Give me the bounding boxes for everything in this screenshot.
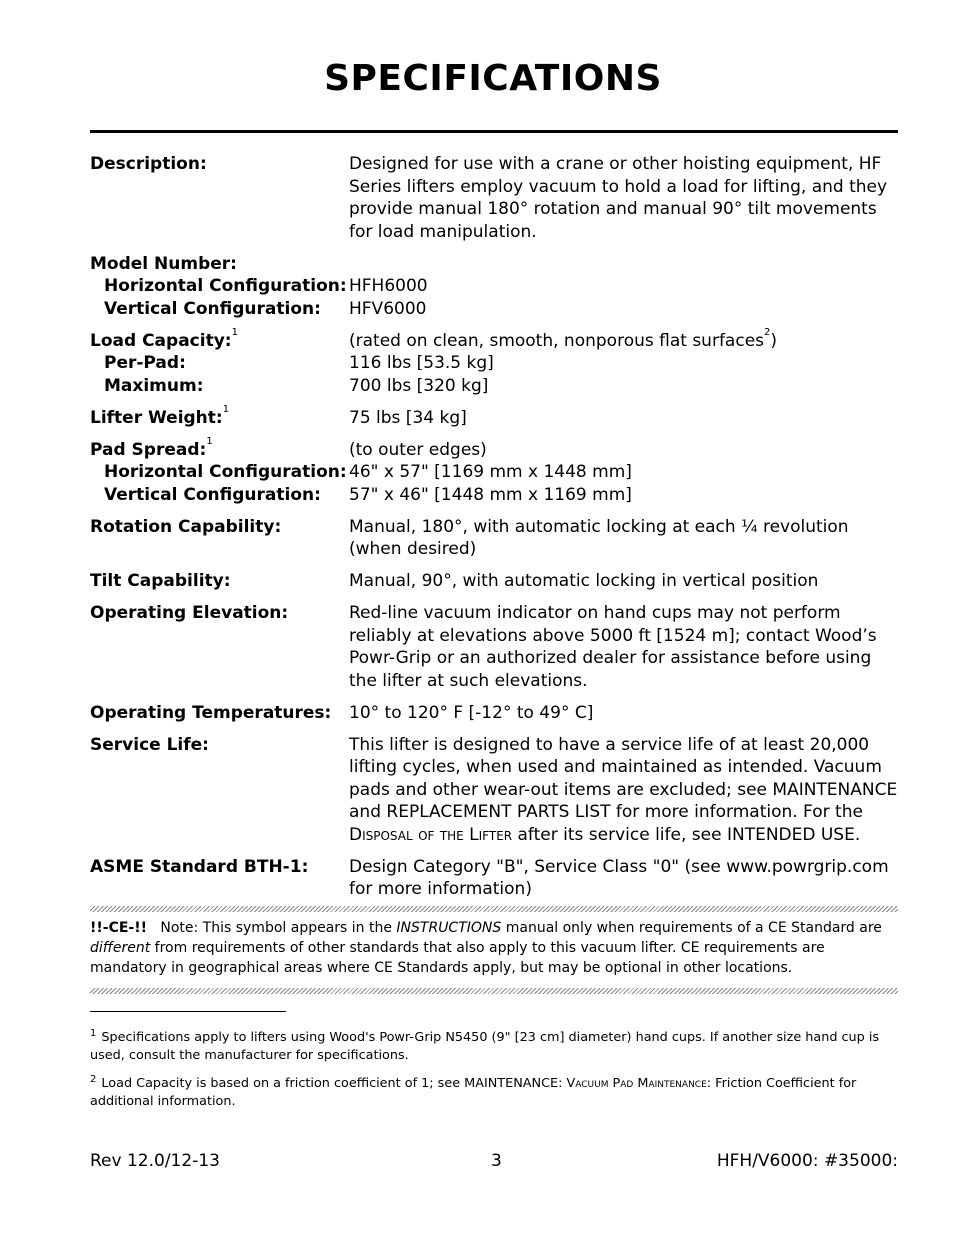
ce-border-top bbox=[90, 906, 898, 912]
per-pad-value: 116 lbs [53.5 kg] bbox=[349, 353, 494, 373]
page-title: SPECIFICATIONS bbox=[324, 58, 662, 99]
ce-mark: !!-CE-!! bbox=[90, 920, 147, 936]
model-vertical-value: HFV6000 bbox=[349, 298, 427, 319]
tilt-value: Manual, 90°, with automatic locking in vertical position bbox=[349, 571, 819, 591]
lifter-weight-value: 75 lbs [34 kg] bbox=[349, 407, 467, 428]
ce-note-instructions: INSTRUCTIONS bbox=[396, 920, 502, 936]
rotation-label: Rotation Capability: bbox=[90, 516, 282, 537]
asme-label: ASME Standard BTH-1: bbox=[90, 856, 309, 877]
description-value: Designed for use with a crane or other hoisting equipment, HF Series lifters employ vacuum to hold a load for lifting, and they provide manual 180° rotation and manual 90° tilt movements for load manipulation. bbox=[349, 154, 888, 242]
spec-row-pad-spread bbox=[90, 435, 898, 507]
spec-row-asme bbox=[90, 856, 898, 901]
pad-spread-note: (to outer edges) bbox=[349, 439, 487, 460]
load-capacity-note bbox=[349, 326, 898, 353]
footnote-ref: 1 bbox=[222, 403, 230, 415]
pad-horizontal-label: Horizontal Configuration: bbox=[104, 462, 347, 482]
load-capacity-note-text: (rated on clean, smooth, nonporous flat surfaces bbox=[349, 330, 765, 351]
model-horizontal-label: Horizontal Configuration: bbox=[104, 276, 347, 296]
load-capacity-labels bbox=[90, 326, 349, 398]
load-capacity-label: Load Capacity: bbox=[90, 330, 232, 351]
spec-row-lifter-weight bbox=[90, 403, 898, 430]
tilt-label: Tilt Capability: bbox=[90, 571, 231, 591]
specifications-table bbox=[90, 153, 898, 910]
ce-note bbox=[90, 918, 902, 978]
ce-note-text-3: from requirements of other standards that also apply to this vacuum lifter. CE requirements are mandatory in geographical areas where CE Standards apply, but may be optional in other locations. bbox=[90, 940, 825, 976]
spec-row-rotation bbox=[90, 516, 898, 561]
ce-note-different: different bbox=[90, 940, 151, 956]
footnote-ref: 1 bbox=[206, 435, 213, 447]
footnote-2-section-ref: Vacuum Pad Maintenance bbox=[566, 1076, 707, 1091]
footnote-2-number: 2 bbox=[90, 1074, 97, 1085]
asme-value: Design Category "B", Service Class "0" (see www.powrgrip.com for more information) bbox=[349, 856, 889, 899]
pad-horizontal-value: 46" x 57" [1169 mm x 1448 mm] bbox=[349, 462, 632, 482]
lifter-weight-label-cell bbox=[90, 403, 349, 430]
lifter-weight-label: Lifter Weight: bbox=[90, 407, 223, 428]
model-number-labels bbox=[90, 253, 349, 321]
service-life-value bbox=[349, 734, 898, 847]
footnote-ref: 1 bbox=[231, 326, 238, 338]
footnote-2-text: Load Capacity is based on a friction coefficient of 1; see MAINTENANCE: bbox=[101, 1076, 567, 1091]
rotation-value: Manual, 180°, with automatic locking at each ¼ revolution (when desired) bbox=[349, 516, 849, 559]
elevation-label: Operating Elevation: bbox=[90, 603, 289, 623]
description-label: Description: bbox=[90, 154, 207, 174]
document-id: HFH/V6000: #35000: bbox=[716, 1151, 898, 1171]
maximum-label: Maximum: bbox=[104, 375, 204, 396]
ce-note-text: Note: This symbol appears in the bbox=[160, 920, 397, 936]
model-number-label: Model Number: bbox=[90, 253, 237, 274]
temperatures-value: 10° to 120° F [-12° to 49° C] bbox=[349, 702, 594, 723]
footnote-1 bbox=[90, 1029, 900, 1065]
footnote-2 bbox=[90, 1075, 900, 1111]
service-life-disposal-ref: Disposal of the Lifter bbox=[349, 824, 513, 845]
pad-vertical-value: 57" x 46" [1448 mm x 1169 mm] bbox=[349, 484, 632, 505]
spec-row-model-number bbox=[90, 253, 898, 321]
load-capacity-note-close: ) bbox=[770, 330, 778, 351]
spec-row-load-capacity bbox=[90, 326, 898, 398]
pad-vertical-label: Vertical Configuration: bbox=[104, 484, 321, 505]
pad-spread-values bbox=[349, 439, 898, 507]
spec-row-temperatures bbox=[90, 702, 898, 725]
footnote-ref: 2 bbox=[764, 326, 771, 338]
spec-row-tilt bbox=[90, 570, 898, 593]
footnote-2-text-end: : Friction Coefficient for additional information. bbox=[90, 1076, 857, 1109]
ce-border-bottom bbox=[90, 988, 898, 994]
pad-spread-labels bbox=[90, 435, 349, 507]
per-pad-label: Per-Pad: bbox=[104, 353, 186, 373]
service-life-label: Service Life: bbox=[90, 734, 209, 755]
service-life-text: This lifter is designed to have a service life of at least 20,000 lifting cycles, when used and maintained as intended. Vacuum pads and other wear-out items are excluded; see MAINTENANCE and REPLACEMENT PARTS LIST for more information. For the bbox=[349, 734, 898, 822]
title-divider bbox=[90, 130, 898, 133]
page-number: 3 bbox=[491, 1151, 502, 1171]
load-capacity-values bbox=[349, 326, 898, 398]
spec-row-description bbox=[90, 153, 898, 243]
model-number-values bbox=[349, 253, 898, 321]
footnote-1-number: 1 bbox=[90, 1028, 97, 1039]
pad-spread-label: Pad Spread: bbox=[90, 439, 207, 460]
revision-label: Rev 12.0/12-13 bbox=[90, 1151, 220, 1171]
spec-row-service-life bbox=[90, 734, 898, 847]
footnote-1-text: Specifications apply to lifters using Wood's Powr-Grip N5450 (9" [23 cm] diameter) hand cups. If another size hand cup is used, consult the manufacturer for specifications. bbox=[90, 1030, 880, 1063]
ce-note-text-2: manual only when requirements of a CE Standard are bbox=[501, 920, 882, 936]
model-horizontal-value: HFH6000 bbox=[349, 276, 428, 296]
footnote-divider bbox=[90, 1011, 286, 1012]
maximum-value: 700 lbs [320 kg] bbox=[349, 375, 489, 396]
elevation-value: Red-line vacuum indicator on hand cups may not perform reliably at elevations above 5000 ft [1524 m]; contact Wood’s Powr-Grip or an authorized dealer for assistance before using the lifter at such elevations. bbox=[349, 603, 877, 691]
service-life-text-end: after its service life, see INTENDED USE. bbox=[512, 824, 861, 845]
temperatures-label: Operating Temperatures: bbox=[90, 702, 332, 723]
model-vertical-label: Vertical Configuration: bbox=[104, 298, 321, 319]
spec-row-elevation bbox=[90, 602, 898, 692]
